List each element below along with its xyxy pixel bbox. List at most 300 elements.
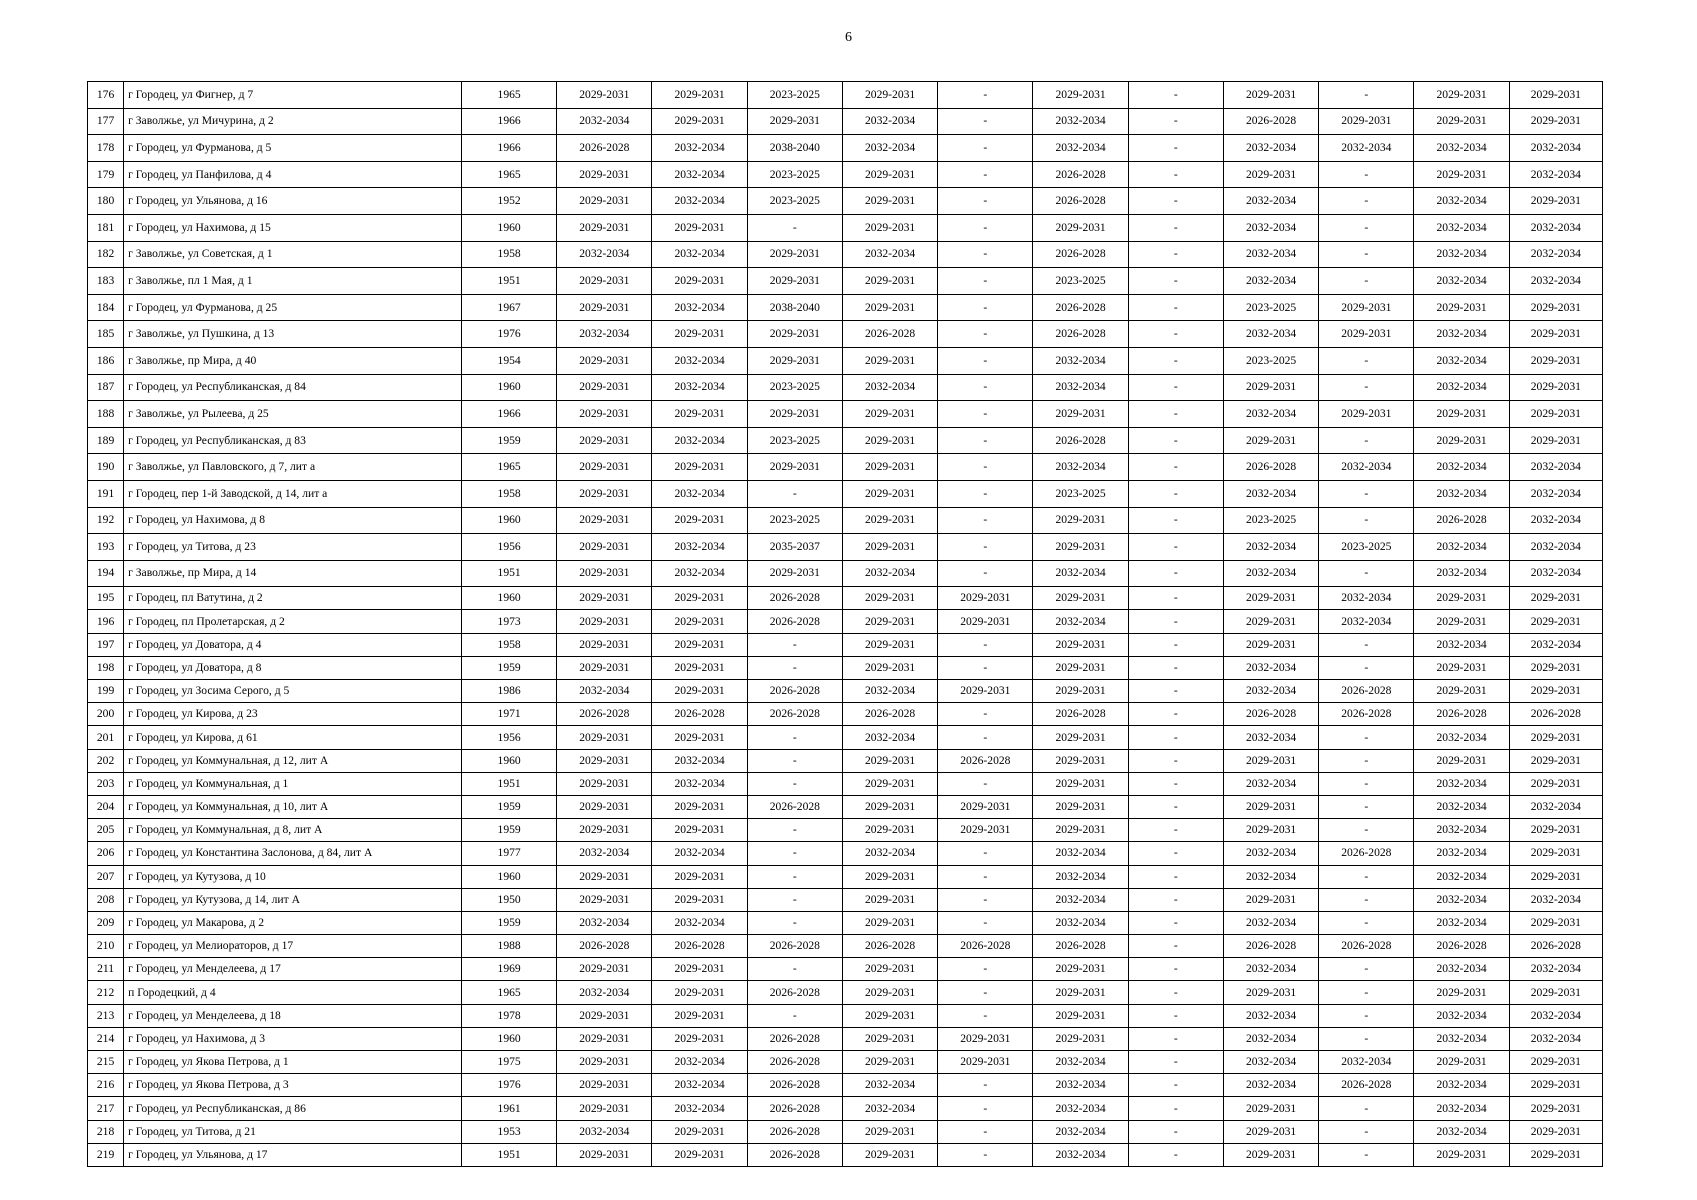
period-cell-10: 2029-2031 <box>1414 82 1509 109</box>
period-cell-11: 2029-2031 <box>1509 656 1602 679</box>
period-cell-11: 2032-2034 <box>1509 1004 1602 1027</box>
year-built-cell: 1988 <box>461 935 556 958</box>
row-number-cell: 210 <box>88 935 124 958</box>
period-cell-5: - <box>938 108 1033 135</box>
period-cell-4: 2029-2031 <box>842 268 937 295</box>
table-row <box>88 610 1603 633</box>
period-cell-3: - <box>747 888 842 911</box>
period-cell-2: 2029-2031 <box>652 1004 747 1027</box>
period-cell-10: 2032-2034 <box>1414 772 1509 795</box>
period-cell-1: 2029-2031 <box>557 507 652 534</box>
row-number-cell: 189 <box>88 427 124 454</box>
period-cell-6: 2029-2031 <box>1033 819 1128 842</box>
year-built-cell: 1960 <box>461 507 556 534</box>
row-number-cell: 198 <box>88 656 124 679</box>
period-cell-1: 2029-2031 <box>557 560 652 587</box>
period-cell-7: - <box>1128 560 1223 587</box>
period-cell-10: 2029-2031 <box>1414 294 1509 321</box>
table-row <box>88 888 1603 911</box>
table-row <box>88 703 1603 726</box>
period-cell-9: - <box>1319 888 1414 911</box>
period-cell-3: 2029-2031 <box>747 241 842 268</box>
period-cell-11: 2032-2034 <box>1509 795 1602 818</box>
table-row <box>88 401 1603 428</box>
period-cell-5: - <box>938 401 1033 428</box>
row-number-cell: 207 <box>88 865 124 888</box>
address-cell: г Городец, ул Коммунальная, д 1 <box>124 772 462 795</box>
period-cell-7: - <box>1128 374 1223 401</box>
period-cell-1: 2029-2031 <box>557 401 652 428</box>
year-built-cell: 1959 <box>461 911 556 934</box>
period-cell-8: 2029-2031 <box>1223 795 1318 818</box>
table-row <box>88 1051 1603 1074</box>
period-cell-1: 2029-2031 <box>557 749 652 772</box>
period-cell-7: - <box>1128 726 1223 749</box>
period-cell-4: 2029-2031 <box>842 161 937 188</box>
period-cell-10: 2032-2034 <box>1414 726 1509 749</box>
period-cell-8: 2029-2031 <box>1223 819 1318 842</box>
period-cell-10: 2032-2034 <box>1414 842 1509 865</box>
period-cell-7: - <box>1128 82 1223 109</box>
period-cell-3: 2026-2028 <box>747 1097 842 1120</box>
period-cell-7: - <box>1128 981 1223 1004</box>
period-cell-6: 2032-2034 <box>1033 865 1128 888</box>
period-cell-2: 2029-2031 <box>652 587 747 610</box>
period-cell-11: 2032-2034 <box>1509 241 1602 268</box>
period-cell-2: 2026-2028 <box>652 703 747 726</box>
period-cell-4: 2032-2034 <box>842 560 937 587</box>
period-cell-2: 2032-2034 <box>652 772 747 795</box>
period-cell-2: 2029-2031 <box>652 680 747 703</box>
period-cell-10: 2032-2034 <box>1414 819 1509 842</box>
address-cell: г Заволжье, ул Рылеева, д 25 <box>124 401 462 428</box>
period-cell-5: - <box>938 374 1033 401</box>
period-cell-9: - <box>1319 981 1414 1004</box>
period-cell-9: 2032-2034 <box>1319 610 1414 633</box>
period-cell-8: 2032-2034 <box>1223 268 1318 295</box>
period-cell-9: 2026-2028 <box>1319 703 1414 726</box>
period-cell-1: 2032-2034 <box>557 1120 652 1143</box>
period-cell-3: 2029-2031 <box>747 454 842 481</box>
period-cell-11: 2029-2031 <box>1509 82 1602 109</box>
period-cell-2: 2029-2031 <box>652 454 747 481</box>
period-cell-5: - <box>938 842 1033 865</box>
year-built-cell: 1975 <box>461 1051 556 1074</box>
period-cell-11: 2029-2031 <box>1509 374 1602 401</box>
period-cell-4: 2029-2031 <box>842 1143 937 1166</box>
period-cell-4: 2029-2031 <box>842 749 937 772</box>
period-cell-7: - <box>1128 1097 1223 1120</box>
period-cell-5: - <box>938 161 1033 188</box>
period-cell-5: 2029-2031 <box>938 1027 1033 1050</box>
year-built-cell: 1959 <box>461 795 556 818</box>
period-cell-5: - <box>938 294 1033 321</box>
period-cell-4: 2029-2031 <box>842 1051 937 1074</box>
period-cell-6: 2032-2034 <box>1033 1074 1128 1097</box>
period-cell-5: - <box>938 633 1033 656</box>
period-cell-7: - <box>1128 241 1223 268</box>
period-cell-9: - <box>1319 161 1414 188</box>
period-cell-2: 2029-2031 <box>652 1027 747 1050</box>
period-cell-7: - <box>1128 427 1223 454</box>
row-number-cell: 216 <box>88 1074 124 1097</box>
table-row <box>88 560 1603 587</box>
year-built-cell: 1960 <box>461 1027 556 1050</box>
period-cell-9: - <box>1319 819 1414 842</box>
address-cell: г Заволжье, ул Советская, д 1 <box>124 241 462 268</box>
period-cell-2: 2032-2034 <box>652 560 747 587</box>
year-built-cell: 1958 <box>461 480 556 507</box>
period-cell-6: 2023-2025 <box>1033 480 1128 507</box>
period-cell-6: 2032-2034 <box>1033 560 1128 587</box>
row-number-cell: 183 <box>88 268 124 295</box>
period-cell-8: 2029-2031 <box>1223 374 1318 401</box>
period-cell-7: - <box>1128 108 1223 135</box>
row-number-cell: 197 <box>88 633 124 656</box>
period-cell-11: 2032-2034 <box>1509 214 1602 241</box>
period-cell-7: - <box>1128 911 1223 934</box>
period-cell-7: - <box>1128 633 1223 656</box>
period-cell-8: 2032-2034 <box>1223 911 1318 934</box>
period-cell-4: 2029-2031 <box>842 534 937 561</box>
period-cell-11: 2029-2031 <box>1509 347 1602 374</box>
period-cell-11: 2029-2031 <box>1509 294 1602 321</box>
period-cell-4: 2026-2028 <box>842 935 937 958</box>
address-cell: г Городец, ул Кирова, д 23 <box>124 703 462 726</box>
period-cell-4: 2029-2031 <box>842 888 937 911</box>
period-cell-1: 2029-2031 <box>557 888 652 911</box>
period-cell-8: 2029-2031 <box>1223 888 1318 911</box>
period-cell-6: 2026-2028 <box>1033 427 1128 454</box>
row-number-cell: 187 <box>88 374 124 401</box>
period-cell-6: 2032-2034 <box>1033 888 1128 911</box>
row-number-cell: 219 <box>88 1143 124 1166</box>
period-cell-7: - <box>1128 161 1223 188</box>
period-cell-11: 2029-2031 <box>1509 1143 1602 1166</box>
period-cell-4: 2032-2034 <box>842 842 937 865</box>
row-number-cell: 201 <box>88 726 124 749</box>
period-cell-9: - <box>1319 865 1414 888</box>
period-cell-8: 2032-2034 <box>1223 1004 1318 1027</box>
period-cell-11: 2029-2031 <box>1509 726 1602 749</box>
year-built-cell: 1951 <box>461 1143 556 1166</box>
period-cell-9: 2029-2031 <box>1319 294 1414 321</box>
period-cell-2: 2029-2031 <box>652 819 747 842</box>
address-cell: г Городец, ул Фурманова, д 5 <box>124 135 462 162</box>
table-row <box>88 1143 1603 1166</box>
period-cell-8: 2032-2034 <box>1223 680 1318 703</box>
period-cell-7: - <box>1128 680 1223 703</box>
year-built-cell: 1965 <box>461 161 556 188</box>
table-row <box>88 865 1603 888</box>
address-cell: г Городец, пер 1-й Заводской, д 14, лит а <box>124 480 462 507</box>
period-cell-1: 2029-2031 <box>557 534 652 561</box>
period-cell-5: - <box>938 480 1033 507</box>
period-cell-9: - <box>1319 188 1414 215</box>
period-cell-5: - <box>938 1097 1033 1120</box>
period-cell-8: 2032-2034 <box>1223 241 1318 268</box>
period-cell-11: 2029-2031 <box>1509 1097 1602 1120</box>
year-built-cell: 1959 <box>461 819 556 842</box>
period-cell-9: 2032-2034 <box>1319 454 1414 481</box>
table-row <box>88 1074 1603 1097</box>
period-cell-8: 2029-2031 <box>1223 82 1318 109</box>
period-cell-5: - <box>938 135 1033 162</box>
period-cell-9: - <box>1319 427 1414 454</box>
period-cell-11: 2029-2031 <box>1509 188 1602 215</box>
table-row <box>88 772 1603 795</box>
year-built-cell: 1951 <box>461 268 556 295</box>
period-cell-1: 2029-2031 <box>557 587 652 610</box>
row-number-cell: 206 <box>88 842 124 865</box>
period-cell-3: - <box>747 633 842 656</box>
period-cell-10: 2032-2034 <box>1414 911 1509 934</box>
period-cell-3: 2023-2025 <box>747 374 842 401</box>
address-cell: г Заволжье, ул Мичурина, д 2 <box>124 108 462 135</box>
period-cell-11: 2029-2031 <box>1509 427 1602 454</box>
period-cell-4: 2029-2031 <box>842 772 937 795</box>
period-cell-6: 2026-2028 <box>1033 188 1128 215</box>
year-built-cell: 1951 <box>461 772 556 795</box>
period-cell-4: 2029-2031 <box>842 507 937 534</box>
row-number-cell: 204 <box>88 795 124 818</box>
period-cell-2: 2029-2031 <box>652 958 747 981</box>
period-cell-1: 2029-2031 <box>557 294 652 321</box>
period-cell-7: - <box>1128 865 1223 888</box>
period-cell-8: 2032-2034 <box>1223 321 1318 348</box>
period-cell-11: 2029-2031 <box>1509 911 1602 934</box>
row-number-cell: 218 <box>88 1120 124 1143</box>
table-row <box>88 795 1603 818</box>
table-row <box>88 958 1603 981</box>
period-cell-3: 2035-2037 <box>747 534 842 561</box>
period-cell-7: - <box>1128 401 1223 428</box>
address-cell: г Городец, ул Константина Заслонова, д 84, лит А <box>124 842 462 865</box>
year-built-cell: 1978 <box>461 1004 556 1027</box>
period-cell-1: 2029-2031 <box>557 1004 652 1027</box>
period-cell-2: 2029-2031 <box>652 401 747 428</box>
period-cell-3: 2026-2028 <box>747 610 842 633</box>
period-cell-9: 2023-2025 <box>1319 534 1414 561</box>
period-cell-9: - <box>1319 749 1414 772</box>
address-cell: г Городец, ул Титова, д 23 <box>124 534 462 561</box>
table-body <box>88 82 1603 1167</box>
period-cell-11: 2032-2034 <box>1509 480 1602 507</box>
period-cell-2: 2029-2031 <box>652 656 747 679</box>
period-cell-4: 2029-2031 <box>842 1027 937 1050</box>
period-cell-11: 2029-2031 <box>1509 108 1602 135</box>
table-row <box>88 935 1603 958</box>
address-cell: г Заволжье, пр Мира, д 40 <box>124 347 462 374</box>
period-cell-4: 2032-2034 <box>842 135 937 162</box>
period-cell-1: 2029-2031 <box>557 610 652 633</box>
period-cell-10: 2032-2034 <box>1414 865 1509 888</box>
period-cell-10: 2032-2034 <box>1414 347 1509 374</box>
address-cell: г Городец, ул Панфилова, д 4 <box>124 161 462 188</box>
table-row <box>88 842 1603 865</box>
address-cell: г Городец, ул Зосима Серого, д 5 <box>124 680 462 703</box>
table-row <box>88 534 1603 561</box>
period-cell-6: 2029-2031 <box>1033 82 1128 109</box>
period-cell-10: 2032-2034 <box>1414 1120 1509 1143</box>
period-cell-6: 2029-2031 <box>1033 958 1128 981</box>
period-cell-11: 2029-2031 <box>1509 587 1602 610</box>
period-cell-5: 2029-2031 <box>938 610 1033 633</box>
period-cell-2: 2029-2031 <box>652 726 747 749</box>
address-cell: г Городец, ул Коммунальная, д 10, лит А <box>124 795 462 818</box>
period-cell-8: 2026-2028 <box>1223 703 1318 726</box>
row-number-cell: 184 <box>88 294 124 321</box>
period-cell-8: 2032-2034 <box>1223 726 1318 749</box>
year-built-cell: 1969 <box>461 958 556 981</box>
period-cell-8: 2032-2034 <box>1223 401 1318 428</box>
table-row <box>88 188 1603 215</box>
table-row <box>88 108 1603 135</box>
address-cell: г Заволжье, пр Мира, д 14 <box>124 560 462 587</box>
row-number-cell: 199 <box>88 680 124 703</box>
period-cell-4: 2029-2031 <box>842 427 937 454</box>
row-number-cell: 185 <box>88 321 124 348</box>
address-cell: г Городец, ул Макарова, д 2 <box>124 911 462 934</box>
period-cell-8: 2032-2034 <box>1223 865 1318 888</box>
period-cell-10: 2032-2034 <box>1414 534 1509 561</box>
period-cell-1: 2029-2031 <box>557 427 652 454</box>
year-built-cell: 1966 <box>461 401 556 428</box>
row-number-cell: 194 <box>88 560 124 587</box>
address-cell: г Городец, ул Коммунальная, д 8, лит А <box>124 819 462 842</box>
period-cell-8: 2032-2034 <box>1223 1074 1318 1097</box>
period-cell-9: - <box>1319 507 1414 534</box>
period-cell-3: 2026-2028 <box>747 795 842 818</box>
row-number-cell: 176 <box>88 82 124 109</box>
period-cell-6: 2029-2031 <box>1033 401 1128 428</box>
period-cell-1: 2032-2034 <box>557 321 652 348</box>
address-cell: г Городец, ул Менделеева, д 18 <box>124 1004 462 1027</box>
period-cell-9: 2026-2028 <box>1319 680 1414 703</box>
period-cell-4: 2029-2031 <box>842 656 937 679</box>
address-cell: г Городец, ул Коммунальная, д 12, лит А <box>124 749 462 772</box>
period-cell-7: - <box>1128 294 1223 321</box>
row-number-cell: 213 <box>88 1004 124 1027</box>
period-cell-8: 2029-2031 <box>1223 981 1318 1004</box>
table-row <box>88 82 1603 109</box>
year-built-cell: 1976 <box>461 321 556 348</box>
period-cell-9: - <box>1319 772 1414 795</box>
period-cell-1: 2029-2031 <box>557 347 652 374</box>
year-built-cell: 1956 <box>461 726 556 749</box>
period-cell-8: 2029-2031 <box>1223 749 1318 772</box>
period-cell-1: 2029-2031 <box>557 1143 652 1166</box>
repair-schedule-table <box>87 81 1603 1167</box>
period-cell-5: 2026-2028 <box>938 935 1033 958</box>
period-cell-6: 2029-2031 <box>1033 507 1128 534</box>
row-number-cell: 205 <box>88 819 124 842</box>
period-cell-8: 2032-2034 <box>1223 1051 1318 1074</box>
period-cell-9: 2029-2031 <box>1319 321 1414 348</box>
row-number-cell: 182 <box>88 241 124 268</box>
period-cell-2: 2029-2031 <box>652 795 747 818</box>
row-number-cell: 196 <box>88 610 124 633</box>
period-cell-5: - <box>938 865 1033 888</box>
period-cell-3: - <box>747 911 842 934</box>
period-cell-8: 2029-2031 <box>1223 1097 1318 1120</box>
address-cell: г Городец, ул Кирова, д 61 <box>124 726 462 749</box>
period-cell-1: 2032-2034 <box>557 842 652 865</box>
period-cell-5: - <box>938 656 1033 679</box>
period-cell-3: 2026-2028 <box>747 1027 842 1050</box>
period-cell-9: 2026-2028 <box>1319 1074 1414 1097</box>
period-cell-3: 2023-2025 <box>747 507 842 534</box>
period-cell-8: 2023-2025 <box>1223 507 1318 534</box>
period-cell-5: - <box>938 1120 1033 1143</box>
period-cell-10: 2026-2028 <box>1414 935 1509 958</box>
period-cell-7: - <box>1128 507 1223 534</box>
period-cell-5: - <box>938 1074 1033 1097</box>
period-cell-10: 2032-2034 <box>1414 188 1509 215</box>
period-cell-7: - <box>1128 1027 1223 1050</box>
period-cell-3: - <box>747 865 842 888</box>
period-cell-3: - <box>747 749 842 772</box>
period-cell-1: 2029-2031 <box>557 819 652 842</box>
period-cell-7: - <box>1128 610 1223 633</box>
year-built-cell: 1960 <box>461 587 556 610</box>
year-built-cell: 1958 <box>461 241 556 268</box>
row-number-cell: 178 <box>88 135 124 162</box>
table-row <box>88 911 1603 934</box>
period-cell-4: 2029-2031 <box>842 911 937 934</box>
period-cell-2: 2032-2034 <box>652 161 747 188</box>
row-number-cell: 217 <box>88 1097 124 1120</box>
period-cell-9: - <box>1319 1143 1414 1166</box>
address-cell: г Заволжье, ул Павловского, д 7, лит а <box>124 454 462 481</box>
table-row <box>88 135 1603 162</box>
period-cell-4: 2032-2034 <box>842 1097 937 1120</box>
period-cell-11: 2029-2031 <box>1509 321 1602 348</box>
period-cell-6: 2032-2034 <box>1033 610 1128 633</box>
period-cell-4: 2029-2031 <box>842 1120 937 1143</box>
period-cell-4: 2032-2034 <box>842 374 937 401</box>
period-cell-1: 2029-2031 <box>557 214 652 241</box>
table-row <box>88 321 1603 348</box>
row-number-cell: 215 <box>88 1051 124 1074</box>
period-cell-3: 2026-2028 <box>747 981 842 1004</box>
period-cell-7: - <box>1128 1004 1223 1027</box>
year-built-cell: 1976 <box>461 1074 556 1097</box>
period-cell-2: 2029-2031 <box>652 321 747 348</box>
period-cell-3: 2026-2028 <box>747 935 842 958</box>
period-cell-2: 2032-2034 <box>652 749 747 772</box>
period-cell-11: 2029-2031 <box>1509 680 1602 703</box>
period-cell-11: 2032-2034 <box>1509 454 1602 481</box>
row-number-cell: 181 <box>88 214 124 241</box>
period-cell-10: 2032-2034 <box>1414 214 1509 241</box>
table-row <box>88 656 1603 679</box>
period-cell-2: 2029-2031 <box>652 82 747 109</box>
period-cell-5: - <box>938 958 1033 981</box>
period-cell-10: 2032-2034 <box>1414 1074 1509 1097</box>
period-cell-6: 2032-2034 <box>1033 1051 1128 1074</box>
year-built-cell: 1965 <box>461 454 556 481</box>
period-cell-2: 2032-2034 <box>652 347 747 374</box>
table-row <box>88 214 1603 241</box>
period-cell-1: 2032-2034 <box>557 911 652 934</box>
period-cell-1: 2026-2028 <box>557 135 652 162</box>
period-cell-6: 2032-2034 <box>1033 454 1128 481</box>
row-number-cell: 186 <box>88 347 124 374</box>
period-cell-6: 2029-2031 <box>1033 1027 1128 1050</box>
period-cell-4: 2032-2034 <box>842 241 937 268</box>
period-cell-2: 2029-2031 <box>652 865 747 888</box>
